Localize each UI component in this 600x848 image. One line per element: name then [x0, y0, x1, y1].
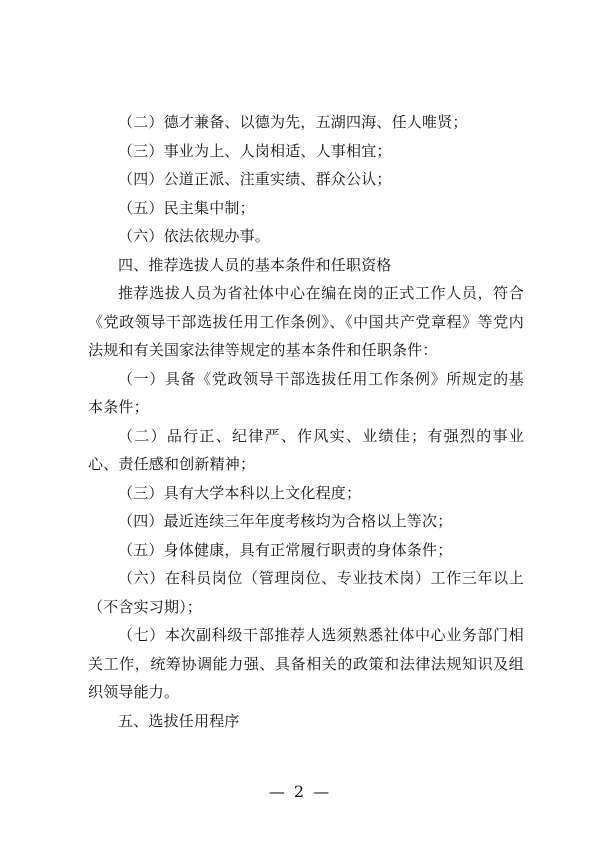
condition-item-6: （六）在科员岗位（管理岗位、专业技术岗）工作三年以上（不含实习期）；: [88, 569, 524, 616]
principle-item-2: （二）德才兼备、以德为先，五湖四海、任人唯贤；: [118, 113, 468, 131]
page-number: — 2 —: [268, 782, 332, 801]
principle-item-6: （六）依法依规办事。: [118, 227, 271, 245]
section-heading-4: 四、推荐选拔人员的基本条件和任职资格: [118, 255, 392, 274]
section-heading-5: 五、选拔任用程序: [118, 711, 240, 730]
condition-item-1: （一）具备《党政领导干部选拔任用工作条例》所规定的基本条件；: [88, 369, 524, 416]
section-4-intro: 推荐选拔人员为省社体中心在编在岗的正式工作人员，符合《党政领导干部选拔任用工作条例》、《中国共产党章程》等党内法规和有关国家法律等规定的基本条件和任职条件：: [88, 284, 524, 359]
condition-item-4: （四）最近连续三年年度考核均为合格以上等次；: [118, 512, 453, 530]
principle-item-3: （三）事业为上、人岗相适、人事相宜；: [118, 141, 392, 160]
condition-item-7: （七）本次副科级干部推荐人选须熟悉社体中心业务部门相关工作，统筹协调能力强、具备相关的政策和法律法规知识及组织领导能力。: [88, 626, 524, 701]
principle-item-4: （四）公道正派、注重实绩、群众公认；: [118, 170, 392, 188]
principle-item-5: （五）民主集中制；: [118, 198, 255, 217]
document-body: [88, 108, 524, 735]
condition-item-3: （三）具有大学本科以上文化程度；: [118, 483, 362, 502]
condition-item-5: （五）身体健康，具有正常履行职责的身体条件；: [118, 540, 453, 559]
condition-item-2: （二）品行正、纪律严、作风实、业绩佳；有强烈的事业心、责任感和创新精神；: [88, 426, 524, 473]
